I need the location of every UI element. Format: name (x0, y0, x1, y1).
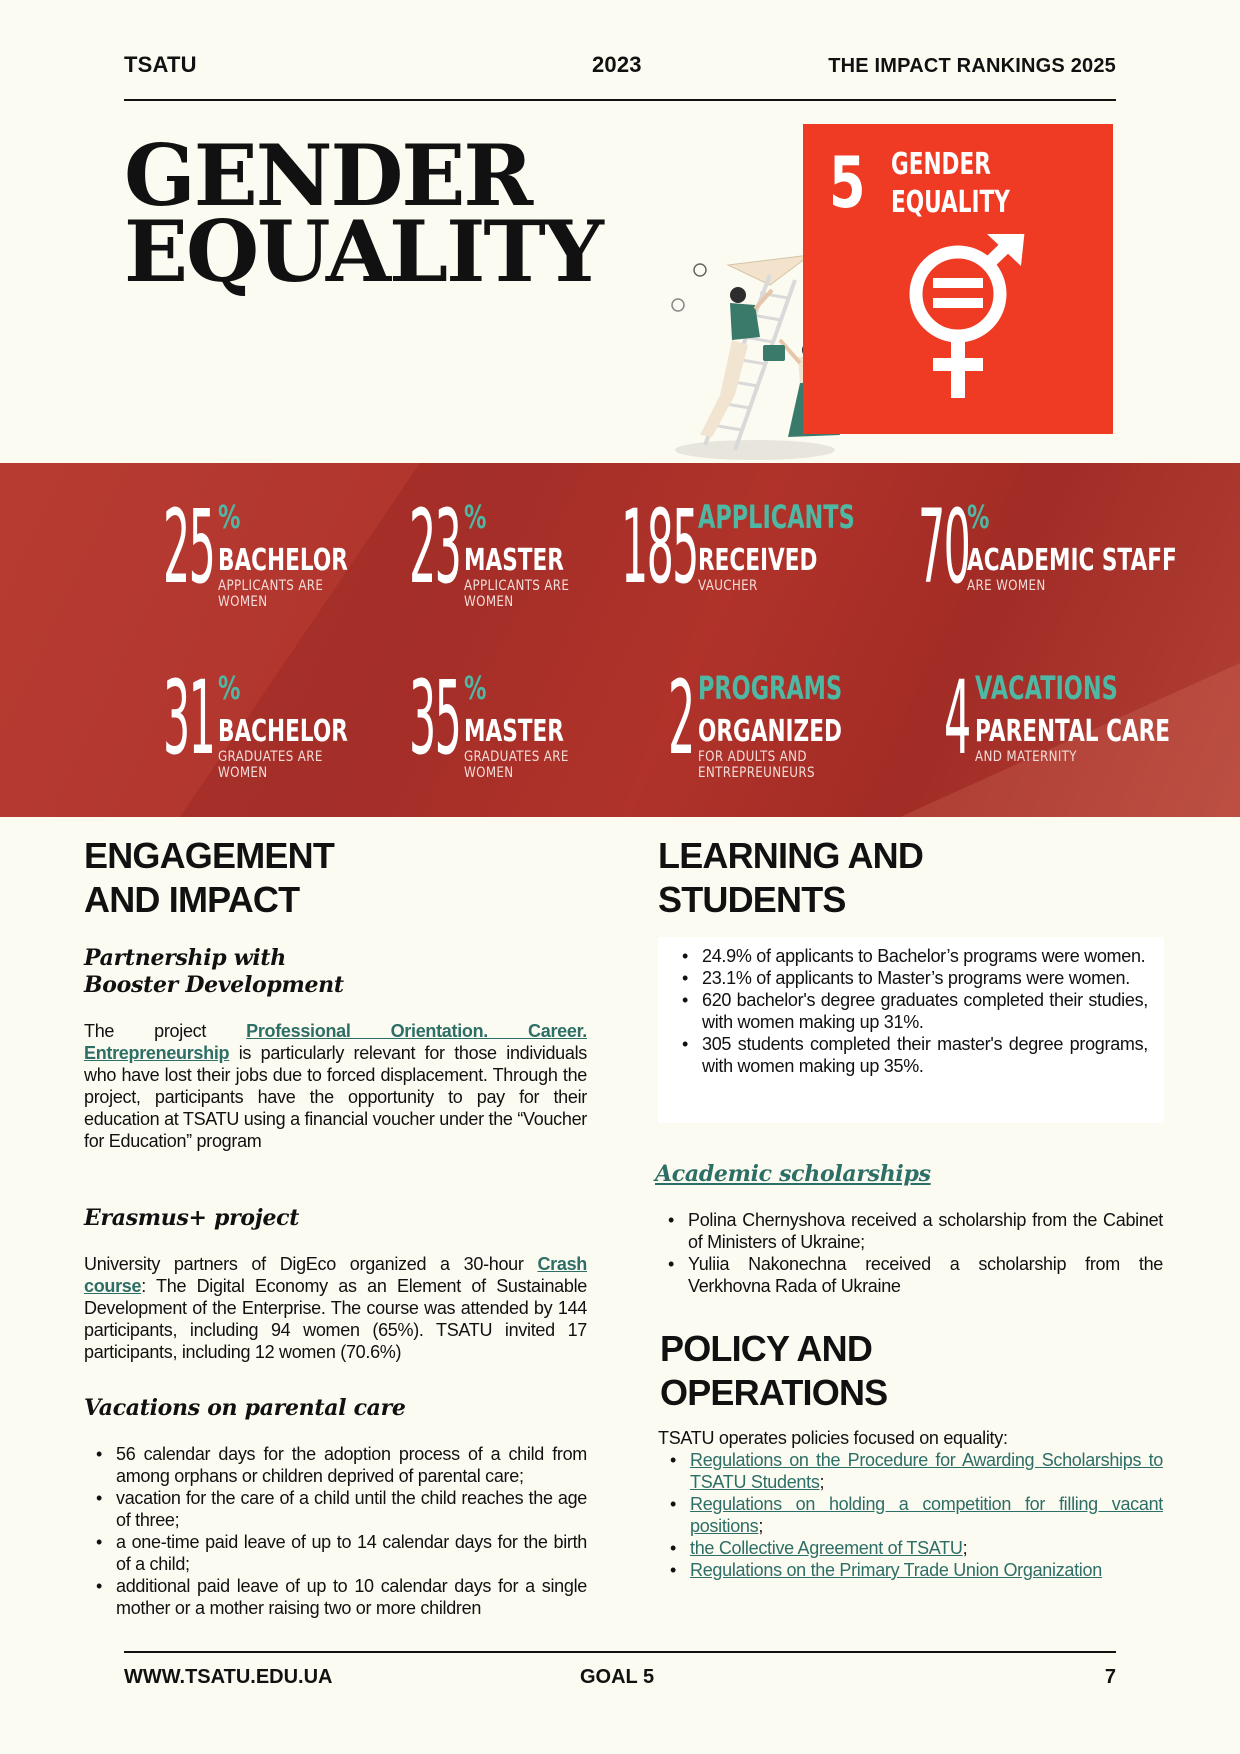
list-item: • 620 bachelor's degree graduates completed their studies, with women making up 31%. (670, 989, 1148, 1033)
policy-title-line1: POLICY AND (660, 1328, 873, 1369)
stat-sublabel: APPLICANTS ARE WOMEN (218, 578, 324, 610)
policy-link-trade-union[interactable]: Regulations on the Primary Trade Union Organization (690, 1560, 1102, 1580)
learning-title-line1: LEARNING AND (658, 835, 924, 876)
sdg-number: 5 (829, 142, 866, 224)
crash-course-link[interactable]: Crash course (84, 1254, 587, 1296)
stat-unit: VACATIONS (975, 669, 1118, 707)
page-title (124, 126, 644, 301)
stat-sublabel: APPLICANTS ARE WOMEN (464, 578, 570, 610)
scholarships-list (656, 1209, 1163, 1297)
page-header (124, 52, 1116, 82)
stat-unit: PROGRAMS (698, 669, 843, 707)
policy-link-item (658, 1559, 1163, 1581)
policy-title-line2: OPERATIONS (660, 1372, 888, 1413)
stat-programs-organized (668, 659, 928, 781)
stat-unit: % (967, 498, 990, 536)
stat-value: 31 (163, 659, 215, 778)
header-year: 2023 (592, 52, 642, 77)
stat-unit: APPLICANTS (698, 498, 855, 536)
stat-sublabel: GRADUATES ARE WOMEN (464, 749, 569, 781)
erasmus-subtitle: Erasmus+ project (84, 1205, 300, 1231)
vacations-subtitle: Vacations on parental care (84, 1395, 406, 1421)
stat-master-graduates (409, 659, 669, 781)
partnership-project-link[interactable]: Professional Orientation. Career. Entrepreneurship (84, 1021, 587, 1063)
learning-list (670, 945, 1148, 1077)
vacations-list (84, 1443, 587, 1619)
scholarships-subtitle[interactable]: Academic scholarships (655, 1161, 931, 1187)
policy-link-vacant-positions[interactable]: Regulations on holding a competition for filling vacant positions (690, 1494, 1163, 1536)
stat-value: 185 (621, 488, 698, 607)
stat-label: ORGANIZED (698, 714, 842, 749)
policy-intro: TSATU operates policies focused on equality: (658, 1428, 1008, 1448)
erasmus-text-post: : The Digital Economy as an Element of Sustainable Development of the Enterprise. The course was attended by 144 participants, including 94 women (65%). TSATU invited 17 participants, including 12 women (70.6%) (84, 1276, 587, 1362)
stat-label: BACHELOR (218, 714, 348, 749)
stat-vaucher-recipients (621, 488, 881, 609)
footer-page-number: 7 (1104, 1666, 1116, 1688)
sdg-label-line1: GENDER (891, 147, 991, 182)
partnership-subtitle-line2: Booster Development (84, 972, 344, 998)
sdg-label-line2: EQUALITY (891, 185, 1010, 220)
partnership-subtitle (84, 945, 344, 999)
erasmus-paragraph (84, 1253, 587, 1363)
stat-value: 35 (409, 659, 461, 778)
footer-website[interactable]: WWW.TSATU.EDU.UA (124, 1666, 333, 1688)
policy-link-item: • Regulations on the Procedure for Awarding Scholarships to TSATU Students; (658, 1449, 1163, 1493)
list-item: • 56 calendar days for the adoption process of a child from among orphans or children deprived of parental care; (84, 1443, 587, 1487)
stat-sublabel: FOR ADULTS AND ENTREPREUNEURS (698, 749, 815, 781)
learning-section-title (658, 834, 923, 922)
list-item: • additional paid leave of up to 10 calendar days for a single mother or a mother raising two or more children (84, 1575, 587, 1619)
stat-label: ACADEMIC STAFF (967, 543, 1177, 578)
stat-sublabel: AND MATERNITY (975, 749, 1077, 765)
footer-goal: GOAL 5 (580, 1666, 655, 1688)
policy-link-item: • Regulations on holding a competition for filling vacant positions; (658, 1493, 1163, 1537)
stat-label: MASTER (464, 543, 564, 578)
list-item: • Yuliia Nakonechna received a scholarship from the Verkhovna Rada of Ukraine (656, 1253, 1163, 1297)
stat-unit: % (464, 669, 487, 707)
partnership-paragraph (84, 1020, 587, 1152)
stat-bachelor-applicants (163, 488, 423, 610)
engagement-title-line1: ENGAGEMENT (84, 835, 335, 876)
stat-sublabel: ARE WOMEN (967, 578, 1046, 594)
stat-unit: % (464, 498, 487, 536)
stat-label: PARENTAL CARE (975, 714, 1171, 749)
stat-unit: % (218, 498, 241, 536)
stat-label: BACHELOR (218, 543, 348, 578)
stat-bachelor-graduates (163, 659, 423, 781)
engagement-section-title (84, 834, 334, 922)
policy-link-item: • the Collective Agreement of TSATU; (658, 1537, 1163, 1559)
policy-section-title (660, 1327, 887, 1415)
stat-value: 25 (163, 488, 215, 607)
stat-value: 2 (668, 659, 694, 778)
list-item: • 24.9% of applicants to Bachelor’s programs were women. (670, 945, 1148, 967)
page-footer (124, 1666, 1116, 1696)
sdg-goal-tile (803, 124, 1113, 434)
list-item: • vacation for the care of a child until the child reaches the age of three; (84, 1487, 587, 1531)
header-ranking: THE IMPACT RANKINGS 2025 (828, 55, 1116, 77)
engagement-title-line2: AND IMPACT (84, 879, 300, 920)
stat-label: RECEIVED (698, 543, 818, 578)
policy-links-list (658, 1449, 1163, 1581)
partnership-text-pre: The project (84, 1021, 247, 1041)
page-title-line2: EQUALITY (124, 202, 602, 301)
footer-divider (124, 1651, 1116, 1653)
page-title-line1: GENDER (124, 126, 532, 225)
erasmus-text-pre: University partners of DigEco organized a 30-hour (84, 1254, 538, 1274)
policy-link-scholarships[interactable]: Regulations on the Procedure for Awarding Scholarships to TSATU Students (690, 1450, 1163, 1492)
stat-value: 4 (944, 659, 970, 778)
statistics-band (0, 463, 1240, 817)
stat-sublabel: GRADUATES ARE WOMEN (218, 749, 323, 781)
stat-value: 23 (409, 488, 461, 607)
gender-equality-icon (903, 234, 1043, 404)
stat-academic-staff (918, 488, 1218, 609)
policy-link-collective-agreement[interactable]: the Collective Agreement of TSATU (690, 1538, 963, 1558)
stat-parental-vacations (944, 659, 1224, 780)
learning-title-line2: STUDENTS (658, 879, 846, 920)
list-item: • a one-time paid leave of up to 14 calendar days for the birth of a child; (84, 1531, 587, 1575)
header-university: TSATU (124, 52, 197, 77)
stat-value: 70 (918, 488, 970, 607)
partnership-text-post: is particularly relevant for those individuals who have lost their jobs due to forced displacement. Through the project, participants have the opportunity to pay for their education at TSATU using a financial voucher under the “Voucher for Education” program (84, 1043, 587, 1151)
stat-label: MASTER (464, 714, 564, 749)
partnership-subtitle-line1: Partnership with (84, 945, 286, 971)
sdg-label (891, 146, 1010, 222)
list-item: • Polina Chernyshova received a scholarship from the Cabinet of Ministers of Ukraine; (656, 1209, 1163, 1253)
stat-sublabel: VAUCHER (698, 578, 758, 594)
stat-unit: % (218, 669, 241, 707)
list-item: • 23.1% of applicants to Master’s programs were women. (670, 967, 1148, 989)
header-divider (124, 99, 1116, 101)
list-item: • 305 students completed their master's degree programs, with women making up 35%. (670, 1033, 1148, 1077)
